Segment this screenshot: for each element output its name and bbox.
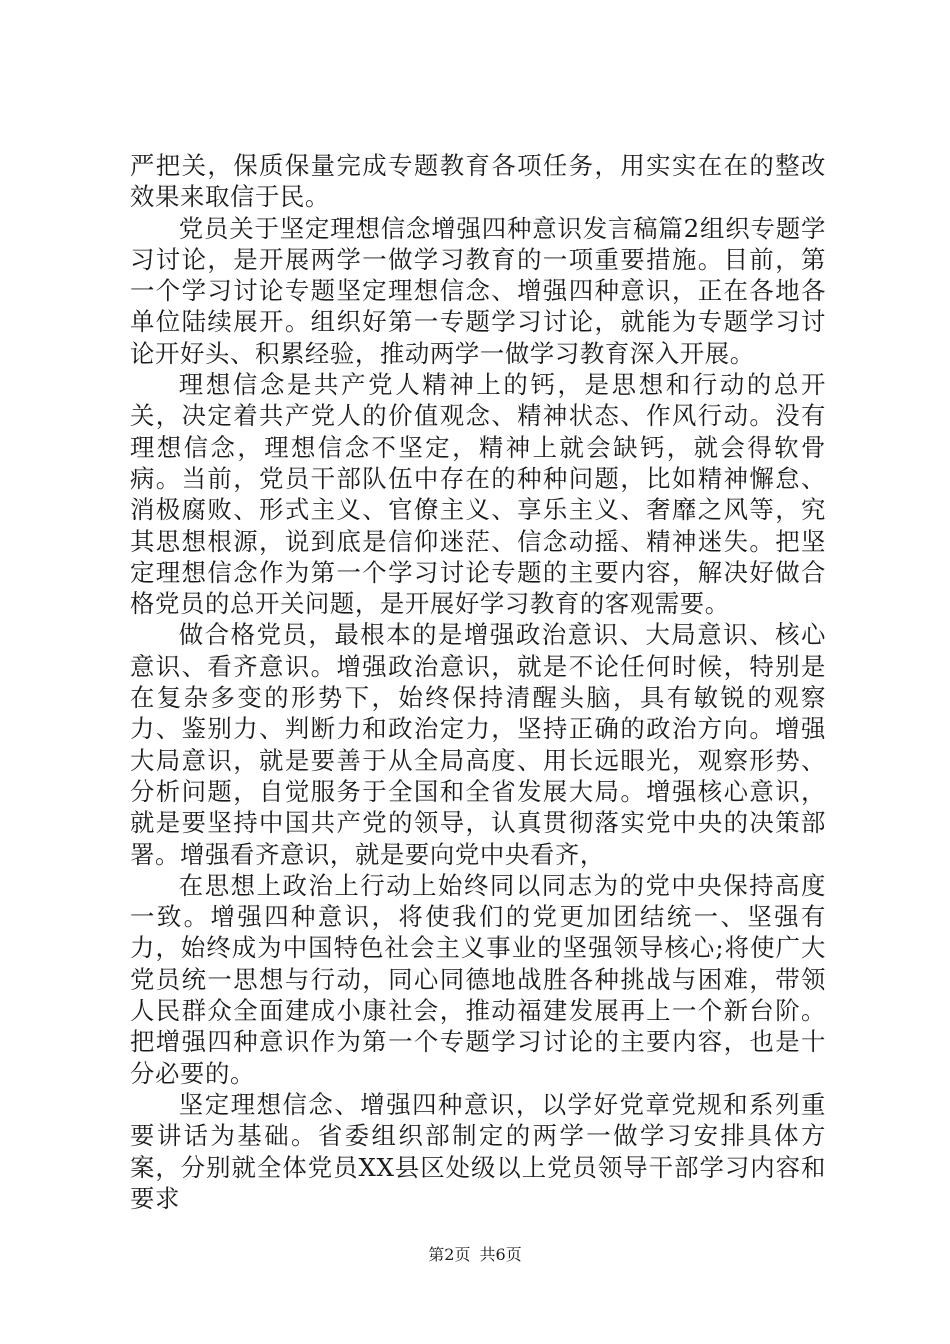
page-number: 第2页 <box>428 1245 471 1264</box>
paragraph: 党员关于坚定理想信念增强四种意识发言稿篇2组织专题学习讨论，是开展两学一做学习教育的一项重要措施。目前，第一个学习讨论专题坚定理想信念、增强四种意识，正在各地各单位陆续展开。组织好第一专题学习讨论，就能为专题学习讨论开好头、积累经验，推动两学一做学习教育深入开展。 <box>130 213 826 368</box>
document-body <box>130 150 826 1214</box>
paragraph-continuation: 严把关，保质保量完成专题教育各项任务，用实实在在的整改效果来取信于民。 <box>130 151 826 212</box>
paragraph: 坚定理想信念、增强四种意识，以学好党章党规和系列重要讲话为基础。省委组织部制定的两学一做学习安排具体方案，分别就全体党员XX县区处级以上党员领导干部学习内容和要求 <box>130 1089 826 1213</box>
page-total: 共6页 <box>479 1245 522 1264</box>
page-footer <box>0 1245 950 1265</box>
paragraph: 做合格党员，最根本的是增强政治意识、大局意识、核心意识、看齐意识。增强政治意识，就是不论任何时候，特别是在复杂多变的形势下，始终保持清醒头脑，具有敏锐的观察力、鉴别力、判断力和政治定力，坚持正确的政治方向。增强大局意识，就是要善于从全局高度、用长远眼光，观察形势、分析问题，自觉服务于全国和全省发展大局。增强核心意识，就是要坚持中国共产党的领导，认真贯彻落实党中央的决策部署。增强看齐意识，就是要向党中央看齐， <box>130 620 826 869</box>
paragraph: 理想信念是共产党人精神上的钙，是思想和行动的总开关，决定着共产党人的价值观念、精神状态、作风行动。没有理想信念，理想信念不坚定，精神上就会缺钙，就会得软骨病。当前，党员干部队伍中存在的种种问题，比如精神懈怠、消极腐败、形式主义、官僚主义、享乐主义、奢靡之风等，究其思想根源，说到底是信仰迷茫、信念动摇、精神迷失。把坚定理想信念作为第一个学习讨论专题的主要内容，解决好做合格党员的总开关问题，是开展好学习教育的客观需要。 <box>130 370 826 619</box>
paragraph: 在思想上政治上行动上始终同以同志为的党中央保持高度一致。增强四种意识，将使我们的党更加团结统一、坚强有力，始终成为中国特色社会主义事业的坚强领导核心;将使广大党员统一思想与行动，同心同德地战胜各种挑战与困难，带领人民群众全面建成小康社会，推动福建发展再上一个新台阶。把增强四种意识作为第一个专题学习讨论的主要内容，也是十分必要的。 <box>130 870 826 1088</box>
